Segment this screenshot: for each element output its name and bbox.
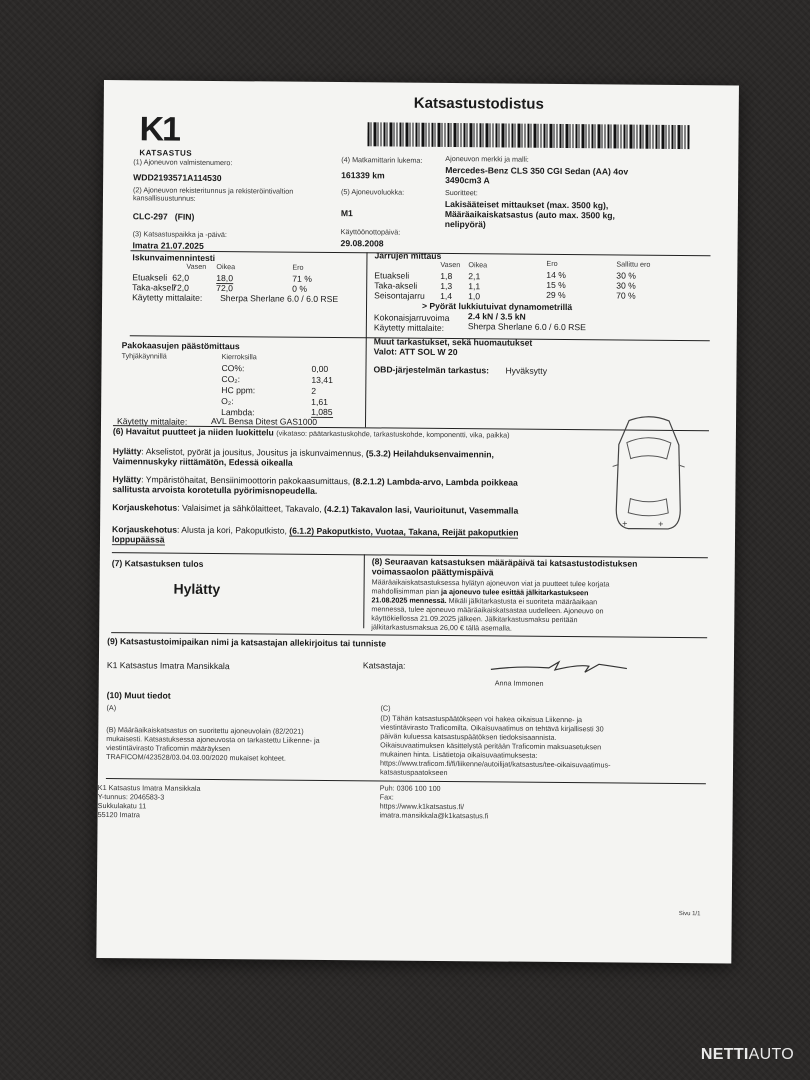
reg-value: CLC-297	[132, 211, 168, 222]
other-checks-title: Muut tarkastukset, sekä huomautukset	[373, 336, 533, 348]
other-info-c: (C)	[380, 703, 391, 713]
o2-label: O₂:	[221, 396, 234, 407]
defect-item	[112, 474, 518, 498]
svg-text:+: +	[622, 518, 628, 529]
emissions-device-label: Käytetty mittalaite:	[116, 416, 188, 427]
car-diagram-icon	[608, 414, 689, 535]
barcode	[367, 122, 689, 149]
shock-row1-left: 62,0	[172, 272, 190, 283]
vin-label: (1) Ajoneuvon valmistenumero:	[133, 157, 233, 168]
other-info-d6[interactable]: https://www.traficom.fi/fi/liikenne/autoilijat/katsastus/tee-oikaisuvaatimus-	[380, 758, 611, 770]
brake-total-label: Kokonaisjarruvoima	[373, 312, 450, 324]
nettiauto-watermark	[701, 1046, 794, 1064]
defect-text: : Akselistot, pyörät ja jousitus, Jousitus ja iskunvaimennus,	[141, 446, 366, 459]
shock-row2-left: 72,0	[172, 282, 189, 293]
shock-row2-right: 72,0	[216, 282, 233, 294]
o2-value: 1,61	[311, 396, 328, 407]
defect-text-2: loppupäässä	[111, 534, 165, 545]
lambda-label: Lambda:	[221, 407, 255, 418]
brake-row1-diff: 14 %	[546, 269, 566, 281]
first-use-label: Käyttöönottopäivä:	[340, 227, 401, 237]
inspection-certificate	[96, 80, 739, 964]
emissions-rpm-label: Kierroksilla	[221, 352, 257, 362]
shock-row1-diff: 71 %	[292, 273, 312, 284]
footer-ytunnus: Y-tunnus: 2046583-3	[97, 791, 165, 802]
brake-row2-left: 1,3	[440, 280, 453, 292]
class-value: M1	[340, 208, 353, 219]
other-info-d2: viestintävirasto Traficomilta. Oikaisuvaatimus on tehtävä kirjallisesti 30	[380, 722, 604, 734]
defect-text: : Alusta ja kori, Pakoputkisto,	[176, 524, 290, 536]
defect-level: Hylätty	[112, 446, 142, 457]
class-label: (5) Ajoneuvoluokka:	[340, 187, 405, 197]
defects-subtitle: (vikataso: päätarkastuskohde, tarkastuskohde, komponentti, vika, paikka)	[276, 428, 510, 440]
next-line-2b: ja ajoneuvo tulee esittää jälkitarkastukseen	[441, 586, 589, 598]
watermark-part2: AUTO	[748, 1046, 794, 1063]
brake-total: 2.4 kN / 3.5 kN	[467, 311, 526, 322]
defect-text-2: Vaimennuskyky riittämätön, Edessä oikealla	[112, 456, 293, 468]
brake-col-right: Oikea	[468, 260, 488, 270]
next-title-1: (8) Seuraavan katsastuksen määräpäivä tai katsastustodistuksen	[371, 556, 638, 569]
performed-3: nelipyörä)	[444, 218, 486, 230]
co-label: CO%:	[221, 363, 245, 374]
other-info-b4: TRAFICOM/423528/03.04.03.00/2020 mukaiset kohteet.	[106, 752, 286, 763]
defect-level: Korjauskehotus	[112, 502, 178, 513]
brake-col-diff: Ero	[546, 258, 558, 268]
vin-value: WDD2193571A114530	[133, 172, 222, 184]
obd-value: Hyväksytty	[505, 365, 548, 376]
k1-logo	[139, 112, 192, 158]
brake-row1-allowed: 30 %	[616, 270, 636, 281]
shock-col-left: Vasen	[186, 261, 207, 271]
other-info-d5: mukainen hinta. Lisätietoja oikaisuvaatimuksesta:	[380, 749, 538, 760]
place-label: (3) Katsastuspaikka ja -päivä:	[132, 229, 227, 240]
divider-vertical	[366, 252, 368, 338]
defect-text-2: sallitusta arvoista korotetulla pyörimisnopeudella.	[112, 484, 318, 497]
shock-title: Iskunvaimennintesti	[132, 252, 216, 263]
shock-col-diff: Ero	[292, 262, 304, 272]
shock-row2-label: Taka-akseli	[132, 282, 176, 293]
defects-title: (6) Havaitut puutteet ja niiden luokittelu	[112, 426, 274, 438]
station-name: K1 Katsastus Imatra Mansikkala	[106, 660, 230, 672]
next-line-1: Määräaikaiskatsastuksessa hylätyn ajoneuvon viat ja puutteet tulee korjata	[371, 577, 610, 589]
brake-title: Jarrujen mittaus	[374, 250, 442, 261]
watermark-part1: NETTI	[700, 1046, 749, 1063]
result-value: Hylätty	[173, 580, 221, 598]
brake-device: Sherpa Sherlane 6.0 / 6.0 RSE	[467, 321, 586, 333]
footer-fax: Fax:	[379, 792, 394, 802]
logo-mark: K1	[139, 110, 180, 149]
brake-row3-allowed: 70 %	[616, 290, 636, 301]
emissions-mode: Tyhjäkäynnillä	[121, 351, 167, 361]
result-title: (7) Katsastuksen tulos	[111, 558, 204, 569]
inspector-label: Katsastaja:	[362, 660, 406, 671]
shock-row1-right: 18,0	[216, 272, 234, 284]
next-line-3b: Mikäli jälkitarkastusta ei suoriteta määräaikaan	[446, 596, 598, 607]
other-info-d4: Oikaisuvaatimuksen käsittelystä peritään Traficomin maksuasetuksen	[380, 740, 602, 752]
footer-phone: Puh: 0306 100 100	[379, 783, 441, 793]
defect-code: (8.2.1.2) Lambda-arvo, Lambda poikkeaa	[352, 476, 518, 488]
brake-row1-label: Etuakseli	[374, 270, 410, 281]
logo-text: KATSASTUS	[139, 148, 193, 158]
brake-col-left: Vasen	[440, 259, 461, 270]
footer-company: K1 Katsastus Imatra Mansikkala	[97, 782, 201, 793]
other-info-d1: (D) Tähän katsastuspäätökseen voi hakea oikaisua Liikenne- ja	[380, 713, 583, 725]
lambda-value: 1,085	[311, 406, 333, 418]
footer-web[interactable]: https://www.k1katsastus.fi/	[379, 801, 465, 812]
obd-label: OBD-järjestelmän tarkastus:	[373, 364, 490, 376]
brake-row2-label: Taka-akseli	[374, 280, 418, 291]
performed-1: Lakisääteiset mittaukset (max. 3500 kg),	[444, 198, 609, 211]
hc-value: 2	[311, 385, 317, 396]
brake-row3-right: 1,0	[468, 291, 481, 302]
other-info-b2: mukaisesti. Katsastuksessa ajoneuvosta on tarkastettu Liikenne- ja	[106, 734, 320, 745]
co2-value: 13,41	[311, 374, 333, 386]
next-deadline: 21.08.2025 mennessä.	[371, 595, 447, 606]
odometer-label: (4) Matkamittarin lukema:	[341, 155, 423, 165]
performed-label: Suoritteet:	[444, 187, 478, 198]
shock-row2-diff: 0 %	[292, 283, 308, 294]
footer-zip: 55120 Imatra	[97, 809, 140, 820]
shock-col-right: Oikea	[216, 261, 236, 272]
reg-country: (FIN)	[174, 211, 195, 222]
footer-email[interactable]: imatra.mansikkala@k1katsastus.fi	[379, 810, 489, 821]
next-line-5: käyttökiellossa 21.09.2025 jälkeen. Jälkitarkastusmaksu peritään	[371, 613, 578, 625]
page-number: Sivu 1/1	[678, 911, 701, 918]
signature-icon	[489, 657, 629, 676]
next-title-2: voimassaolon päättymispäivä	[371, 566, 494, 578]
next-line-6: jälkitarkastusmaksua 26,00 € tällä asemalla.	[371, 622, 512, 633]
odometer-value: 161339 km	[341, 170, 385, 181]
defect-text: : Valaisimet ja sähkölaitteet, Takavalo,	[177, 502, 325, 514]
brake-row1-left: 1,8	[440, 270, 453, 282]
shock-device: Sherpa Sherlane 6.0 / 6.0 RSE	[220, 293, 339, 305]
brake-row3-diff: 29 %	[546, 289, 566, 301]
co-value: 0,00	[311, 363, 329, 374]
hc-label: HC ppm:	[221, 385, 256, 396]
next-line-2a: mahdollisimman pian	[371, 586, 442, 596]
lights-value: Valot: ATT SOL W 20	[373, 346, 458, 358]
defect-level: Korjauskehotus	[112, 524, 178, 535]
make-label: Ajoneuvon merkki ja malli:	[445, 153, 529, 164]
performed-2: Määräaikaiskatsastus (auto max. 3500 kg,	[444, 208, 615, 221]
defect-item	[112, 502, 518, 516]
co2-label: CO₂:	[221, 374, 241, 385]
other-info-b1: (B) Määräaikaiskatsastus on suoritettu ajoneuvolain (82/2021)	[106, 725, 304, 736]
other-info-d7[interactable]: katsastuspaatokseen	[379, 767, 448, 778]
reg-label-1: (2) Ajoneuvon rekisteritunnus ja rekisteröintivaltion	[133, 185, 294, 196]
other-info-d3: päivän kuluessa katsastuspäätöksen tiedoksisaannista.	[380, 731, 557, 742]
inspector-title: (9) Katsastustoimipaikan nimi ja katsastajan allekirjoitus tai tunniste	[107, 636, 387, 649]
defect-code: (4.2.1) Takavalon lasi, Vaurioitunut, Vasemmalla	[323, 503, 519, 516]
divider-vertical	[363, 554, 365, 628]
brake-row1-right: 2,1	[468, 271, 481, 282]
defect-text: : Ympäristöhaitat, Bensiinimoottorin pakokaasumittaus,	[141, 474, 353, 487]
brake-note: > Pyörät lukkiutuivat dynamometrillä	[421, 300, 573, 313]
emissions-device: AVL Bensa Ditest GAS1000	[210, 415, 318, 427]
brake-device-label: Käytetty mittalaite:	[373, 322, 445, 333]
svg-text:+: +	[658, 518, 664, 529]
other-info-title: (10) Muut tiedot	[106, 690, 171, 701]
emissions-title: Pakokaasujen päästömittaus	[121, 340, 240, 352]
next-line-4: mennessä, tulee ajoneuvo määräaikaiskatsastaa uudelleen. Ajoneuvo on	[371, 604, 604, 616]
inspector-name: Anna Immonen	[494, 678, 544, 688]
defect-code: (6.1.2) Pakoputkisto, Vuotaa, Takana, Reijät pakoputkien	[289, 525, 519, 538]
reg-label-2: kansallisuustunnus:	[132, 193, 196, 203]
first-use-value: 29.08.2008	[340, 238, 384, 249]
other-info-b3: viestintävirasto Traficomin määräyksen	[106, 743, 231, 754]
shock-row1-label: Etuakseli	[132, 272, 168, 283]
make-value-2: 3490cm3 A	[445, 174, 490, 186]
defect-item	[112, 524, 519, 548]
divider-vertical	[365, 337, 367, 427]
defect-level: Hylätty	[112, 474, 142, 485]
document-title: Katsastustodistus	[413, 94, 544, 113]
defect-code: (5.3.2) Heilahduksenvaimennin,	[365, 448, 494, 460]
brake-row3-label: Seisontajarru	[374, 290, 425, 301]
defect-item	[113, 446, 494, 470]
make-value-1: Mercedes-Benz CLS 350 CGI Sedan (AA) 4ov	[445, 164, 629, 177]
brake-row2-right: 1,1	[468, 281, 481, 292]
brake-row2-allowed: 30 %	[616, 280, 636, 291]
footer-street: Sukkulakatu 11	[97, 800, 147, 811]
other-info-a: (A)	[106, 703, 117, 713]
brake-row3-left: 1,4	[440, 290, 453, 302]
shock-device-label: Käytetty mittalaite:	[132, 292, 203, 303]
place-value: Imatra 21.07.2025	[132, 240, 204, 251]
brake-col-allowed: Sallittu ero	[616, 259, 651, 269]
brake-row2-diff: 15 %	[546, 279, 566, 291]
